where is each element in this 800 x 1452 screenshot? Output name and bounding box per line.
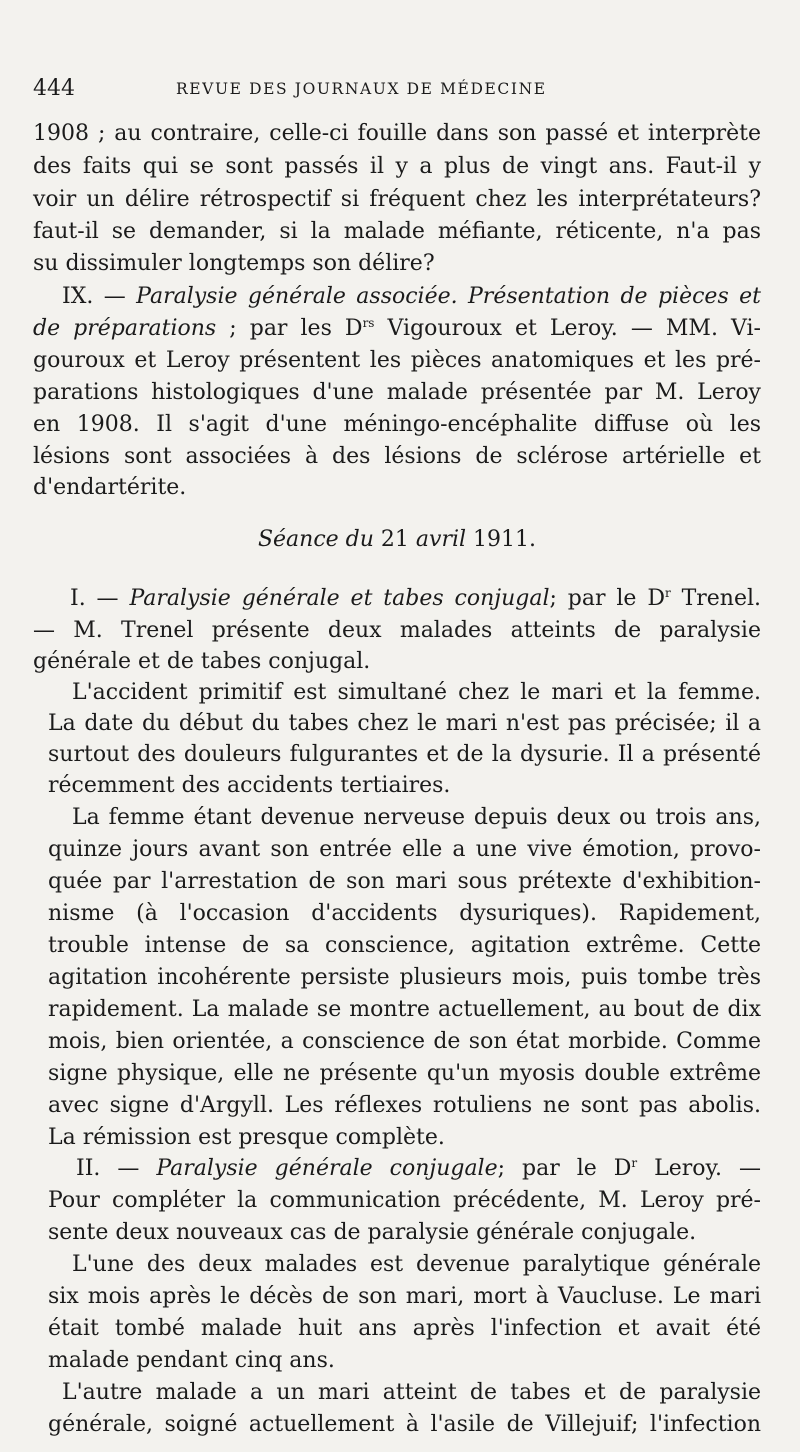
text-line: agitation incohérente persiste plusieurs mois, puis tombe très (48, 965, 761, 990)
text-run: ; par le D (497, 1156, 632, 1181)
text-run: Vigouroux et Leroy. — MM. Vi- (374, 316, 761, 341)
page-number: 444 (33, 76, 75, 101)
text-line: six mois après le décès de son mari, mort à Vaucluse. Le mari (48, 1284, 761, 1309)
section-ix-title (62, 281, 761, 313)
text-line: sente deux nouveaux cas de paralysie générale conjugale. (48, 1220, 697, 1245)
section-title-end: de préparations (33, 316, 217, 341)
text-run: Trenel. (670, 586, 762, 611)
text-line: Pour compléter la communication précédente, M. Leroy pré- (48, 1188, 761, 1213)
text-line: 1908 ; au contraire, celle-ci fouille dans son passé et interprète (33, 121, 761, 146)
text-line: avec signe d'Argyll. Les réflexes rotuliens ne sont pas abolis. (48, 1093, 761, 1118)
text-line: rapidement. La malade se montre actuellement, au bout de dix (48, 997, 761, 1022)
superscript: r (631, 1156, 638, 1170)
text-line: trouble intense de sa conscience, agitation extrême. Cette (48, 933, 761, 958)
text-line: La rémission est presque complète. (48, 1125, 445, 1150)
text-run: ; par les D (216, 316, 363, 341)
section-number: IX. — (62, 284, 137, 309)
page-header (33, 76, 763, 106)
text-line: L'accident primitif est simultané chez le mari et la femme. (72, 680, 761, 705)
running-head: REVUE DES JOURNAUX DE MÉDECINE (176, 80, 547, 98)
text-line: récemment des accidents tertiaires. (48, 773, 451, 798)
text-line: générale, soigné actuellement à l'asile de Villejuif; l'infection (48, 1412, 761, 1437)
session-heading (33, 524, 761, 556)
text-line: des faits qui se sont passés il y a plus de vingt ans. Faut-il y (33, 154, 761, 179)
text-run: Leroy. — (637, 1156, 761, 1181)
heading-run: Séance du (257, 527, 374, 552)
text-line: malade pendant cinq ans. (48, 1348, 335, 1373)
section-number: I. — (70, 586, 130, 611)
text-line: voir un délire rétrospectif si fréquent chez les interprétateurs? (33, 187, 761, 212)
text-line: était tombé malade huit ans après l'infection et avait été (48, 1316, 761, 1341)
text-line: en 1908. Il s'agit d'une méningo-encéphalite diffuse où les (33, 412, 761, 437)
text-line (33, 313, 761, 345)
section-ii-title (76, 1153, 761, 1185)
text-line: générale et de tabes conjugal. (33, 649, 371, 674)
text-line: La femme étant devenue nerveuse depuis deux ou trois ans, (72, 805, 761, 830)
superscript: rs (362, 316, 375, 330)
section-title: Paralysie générale et tabes conjugal (129, 586, 550, 611)
text-line: nisme (à l'occasion d'accidents dysuriques). Rapidement, (48, 901, 761, 926)
section-title: Paralysie générale conjugale (156, 1156, 498, 1181)
text-line: quée par l'arrestation de son mari sous prétexte d'exhibition- (48, 869, 761, 894)
text-line: su dissimuler longtemps son délire? (33, 251, 435, 276)
text-line: lésions sont associées à des lésions de sclérose artérielle et (33, 444, 761, 469)
text-line: La date du début du tabes chez le mari n'est pas précisée; il a (48, 711, 761, 736)
section-i-title (70, 583, 761, 615)
text-line: faut-il se demander, si la malade méfiante, réticente, n'a pas (33, 219, 761, 244)
text-line: quinze jours avant son entrée elle a une vive émotion, provo- (48, 837, 761, 862)
heading-run: 1911. (466, 527, 537, 552)
text-line: surtout des douleurs fulgurantes et de la dysurie. Il a présenté (48, 742, 761, 767)
text-line: mois, bien orientée, a conscience de son état morbide. Comme (48, 1029, 761, 1054)
text-line: parations histologiques d'une malade présentée par M. Leroy (33, 380, 761, 405)
section-title: Paralysie générale associée. Présentation de pièces et (136, 284, 761, 309)
text-run: ; par le D (549, 586, 665, 611)
heading-run: 21 (373, 527, 416, 552)
heading-run: avril (415, 527, 467, 552)
section-number: II. — (76, 1156, 157, 1181)
text-line: gouroux et Leroy présentent les pièces anatomiques et les pré- (33, 348, 761, 373)
text-line: d'endartérite. (33, 475, 187, 500)
superscript: r (664, 586, 671, 600)
text-line: L'une des deux malades est devenue paralytique générale (72, 1252, 761, 1277)
text-line: signe physique, elle ne présente qu'un myosis double extrême (48, 1061, 761, 1086)
text-line: L'autre malade a un mari atteint de tabes et de paralysie (62, 1380, 761, 1405)
text-line: — M. Trenel présente deux malades atteints de paralysie (33, 618, 761, 643)
